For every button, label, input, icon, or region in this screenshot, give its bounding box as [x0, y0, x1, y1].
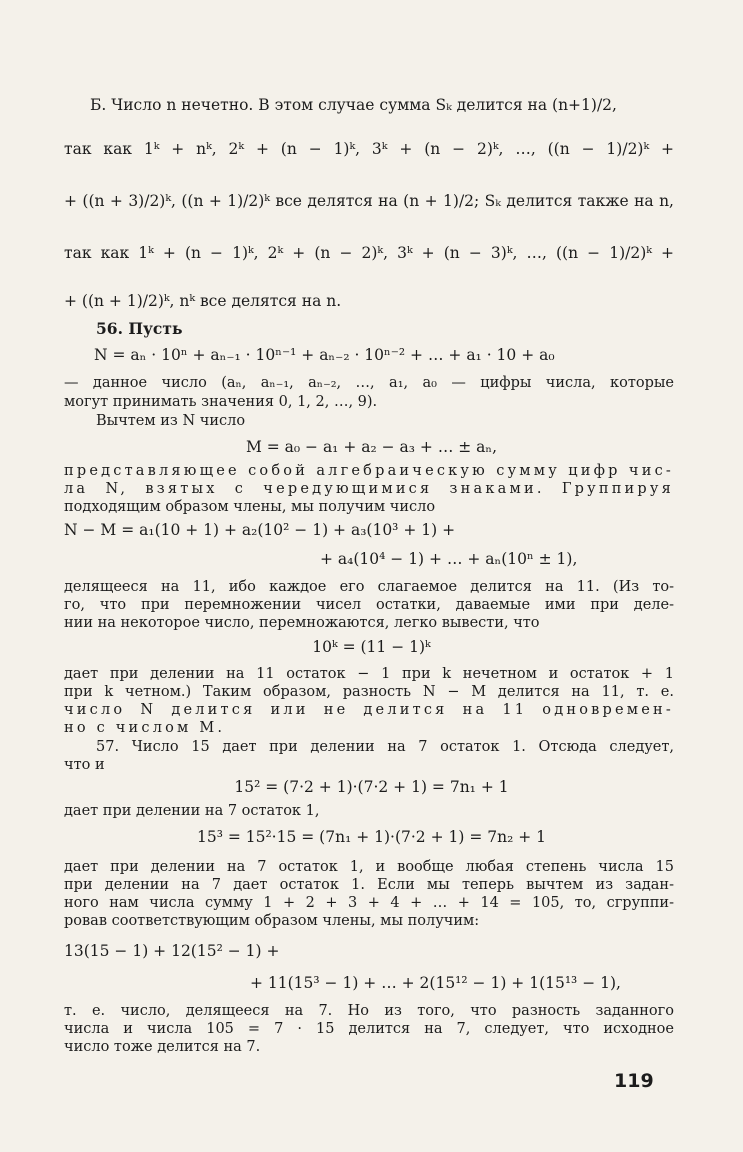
text-line: Вычтем из N число [96, 413, 246, 429]
text-line: го, что при перемножении чисел остатки, даваемые ими при деле- [64, 597, 674, 613]
formula-line: M = a₀ − a₁ + a₂ − a₃ + … ± aₙ, [245, 438, 498, 456]
text-line: дает при делении на 11 остаток − 1 при k нечетном и остаток + 1 [64, 666, 674, 682]
spaced-text-line: ла N, взятых с чередующимися знаками. Группируя [64, 481, 674, 497]
text-line: ного нам числа сумму 1 + 2 + 3 + 4 + … + 14 = 105, то, сгруппи- [64, 895, 674, 911]
text-line: Б. Число n нечетно. В этом случае сумма Sₖ делится на (n+1)/2, [90, 96, 617, 114]
formula-line: 15³ = 15²·15 = (7n₁ + 1)·(7·2 + 1) = 7n₂ + 1 [196, 828, 547, 846]
formula-line: + 11(15³ − 1) + … + 2(15¹² − 1) + 1(15¹³ − 1), [250, 974, 621, 992]
text-line: дает при делении на 7 остаток 1, [64, 803, 320, 819]
text-line: подходящим образом члены, мы получим число [64, 499, 436, 515]
spaced-text-line: число N делится или не делится на 11 одновремен- [64, 702, 674, 718]
text-line: так как 1ᵏ + nᵏ, 2ᵏ + (n − 1)ᵏ, 3ᵏ + (n − 2)ᵏ, …, ((n − 1)/2)ᵏ + [64, 140, 674, 158]
formula-line: 10ᵏ = (11 − 1)ᵏ [312, 638, 431, 656]
text-line: дает при делении на 7 остаток 1, и вообще любая степень числа 15 [64, 859, 674, 875]
text-line: т. е. число, делящееся на 7. Но из того, что разность заданного [64, 1003, 674, 1019]
text-line: так как 1ᵏ + (n − 1)ᵏ, 2ᵏ + (n − 2)ᵏ, 3ᵏ + (n − 3)ᵏ, …, ((n − 1)/2)ᵏ + [64, 244, 674, 262]
formula-line: 15² = (7·2 + 1)·(7·2 + 1) = 7n₁ + 1 [234, 778, 509, 796]
text-line: числа и числа 105 = 7 · 15 делится на 7, следует, что исходное [64, 1021, 674, 1037]
text-line: число тоже делится на 7. [64, 1039, 261, 1055]
formula-line: + a₄(10⁴ − 1) + … + aₙ(10ⁿ ± 1), [320, 550, 578, 568]
formula-line: 13(15 − 1) + 12(15² − 1) + [64, 942, 280, 960]
text-line: при k четном.) Таким образом, разность N − M делится на 11, т. е. [64, 684, 674, 700]
text-line: + ((n + 3)/2)ᵏ, ((n + 1)/2)ᵏ все делятся на (n + 1)/2; Sₖ делится также на n, [64, 192, 674, 210]
page-number: 119 [614, 1070, 654, 1092]
problem-heading: 57. Число 15 дает при делении на 7 остаток 1. Отсюда следует, [96, 739, 674, 755]
text-line: что и [64, 757, 105, 773]
text-line: делящееся на 11, ибо каждое его слагаемое делится на 11. (Из то- [64, 579, 674, 595]
text-line: + ((n + 1)/2)ᵏ, nᵏ все делятся на n. [64, 292, 342, 310]
spaced-text-line: представляющее собой алгебраическую сумму цифр чис- [64, 463, 674, 479]
text-line: — данное число (aₙ, aₙ₋₁, aₙ₋₂, …, a₁, a₀ — цифры числа, которые [64, 375, 674, 391]
text-line: при делении на 7 дает остаток 1. Если мы теперь вычтем из задан- [64, 877, 674, 893]
text-line: нии на некоторое число, перемножаются, легко вывести, что [64, 615, 540, 631]
spaced-text-line: но с числом M. [64, 720, 226, 736]
formula-line: N − M = a₁(10 + 1) + a₂(10² − 1) + a₃(10³ + 1) + [64, 521, 456, 539]
problem-heading: 56. Пусть [96, 319, 183, 338]
text-line: могут принимать значения 0, 1, 2, …, 9). [64, 394, 378, 410]
text-line: ровав соответствующим образом члены, мы получим: [64, 913, 480, 929]
formula-line: N = aₙ · 10ⁿ + aₙ₋₁ · 10ⁿ⁻¹ + aₙ₋₂ · 10ⁿ⁻² + … + a₁ · 10 + a₀ [94, 346, 555, 364]
